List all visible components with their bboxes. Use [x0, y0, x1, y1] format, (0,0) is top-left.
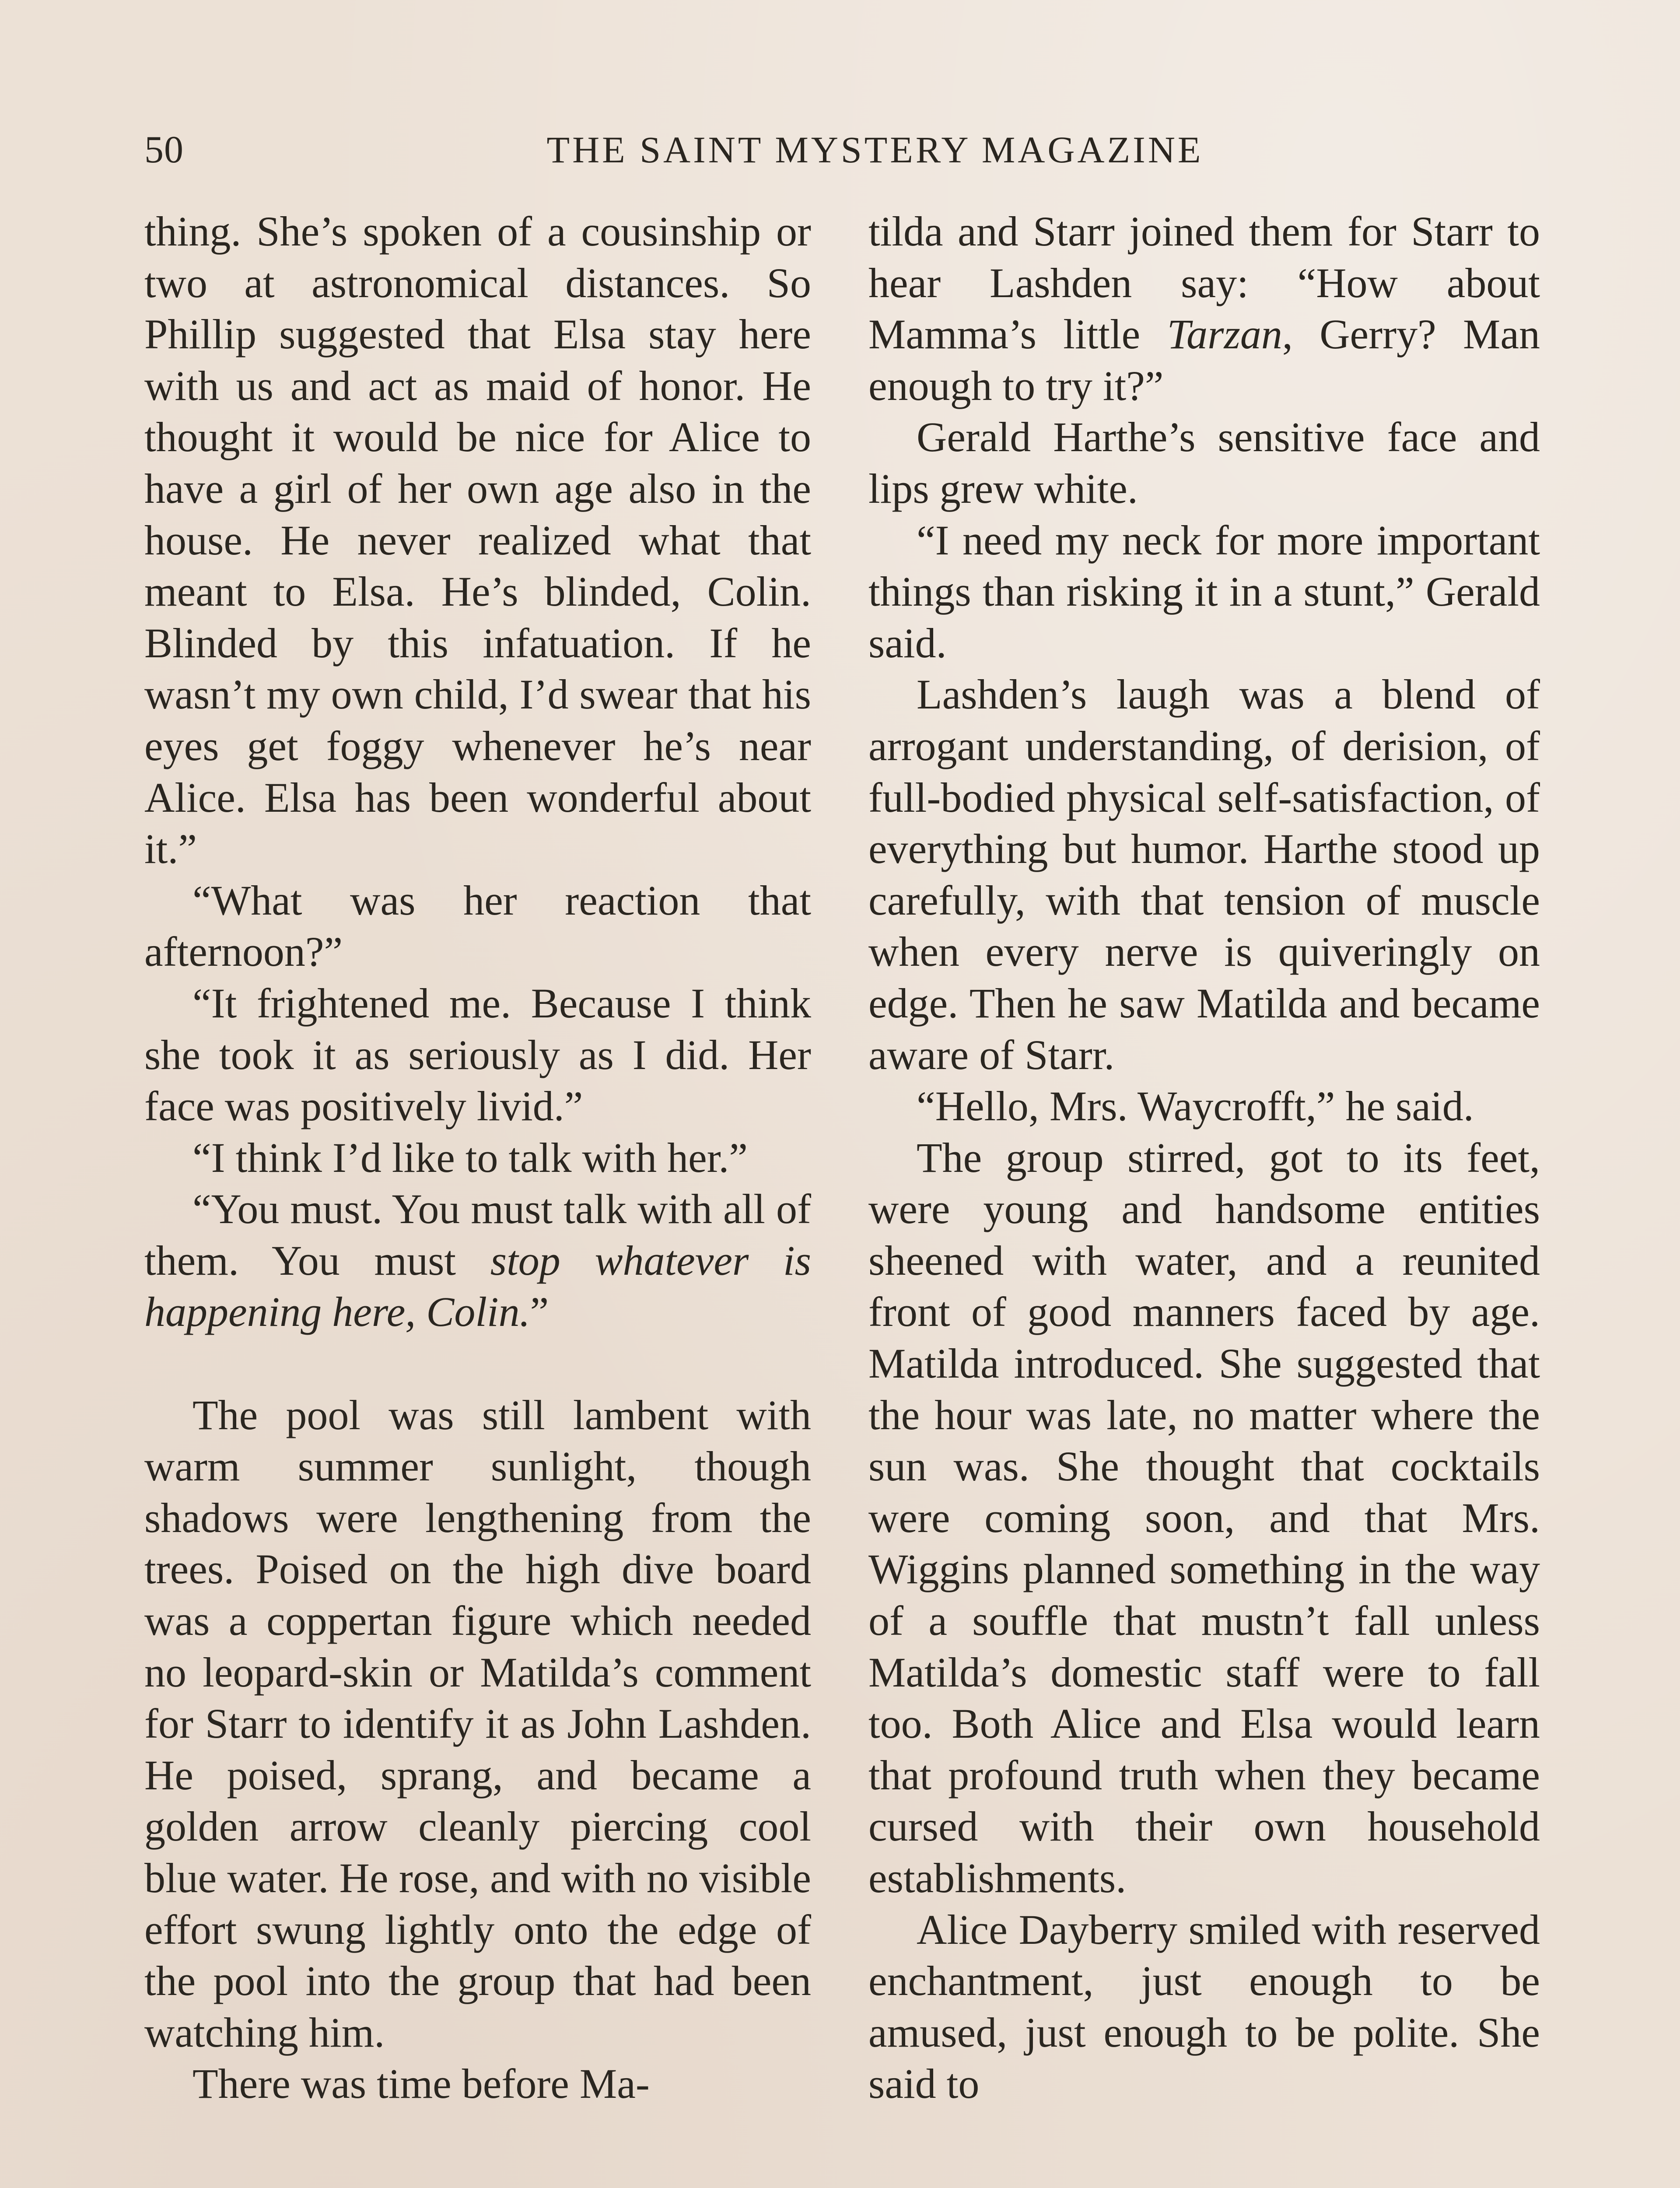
paragraph: Lashden’s laugh was a blend of arrogant understanding, of derision, of full-bodied physical self-satisfaction, of everything but humor. Harthe stood up carefully, with that tension of muscle when every nerve is quiveringly on edge. Then he saw Matilda and became aware of Starr.: [868, 671, 1540, 1078]
text-run: “You must. You must talk with all of them. You must: [144, 1185, 811, 1284]
italic-text: Tarzan: [1167, 311, 1282, 358]
text-run: , Gerry? Man enough to try it?”: [868, 311, 1540, 409]
paragraph: “Hello, Mrs. Waycrofft,” he said.: [917, 1083, 1474, 1130]
paragraph: There was time before Ma-: [192, 2060, 650, 2107]
paragraph: “What was her reaction that afternoon?”: [144, 877, 811, 975]
running-head: THE SAINT MYSTERY MAGAZINE: [546, 129, 1204, 171]
paragraph: [144, 1183, 811, 1338]
text-run: ”: [530, 1288, 549, 1336]
paragraph: Gerald Harthe’s sensitive face and lips grew white.: [868, 414, 1540, 512]
paragraph: Alice Dayberry smiled with reserved enchantment, just enough to be amused, just enough to be polite. She said to: [868, 1906, 1540, 2107]
italic-text: stop whatever is happening here, Colin.: [144, 1237, 812, 1336]
text-run: tilda and Starr joined them for Starr to hear Lashden say: “How about Mamma’s little: [868, 208, 1540, 358]
paragraph: “I need my neck for more important things than risking it in a stunt,” Gerald said.: [868, 516, 1540, 666]
paragraph: “It frightened me. Because I think she took it as seriously as I did. Her face was positively livid.”: [144, 979, 811, 1130]
paragraph: “I think I’d like to talk with her.”: [192, 1134, 748, 1181]
page-number: 50: [144, 129, 184, 171]
right-column: [868, 206, 1540, 2110]
paragraph: [868, 206, 1540, 411]
paragraph: thing. She’s spoken of a cousinship or two at astronomical distances. So Phillip suggested that Elsa stay here with us and act as maid of honor. He thought it would be nice for Alice to have a girl of her own age also in the house. He never realized what that meant to Elsa. He’s blinded, Colin. Blinded by this infatuation. If he wasn’t my own child, I’d swear that his eyes get foggy whenever he’s near Alice. Elsa has been wonderful about it.”: [144, 208, 811, 873]
paragraph: The pool was still lambent with warm summer sunlight, though shadows were lengthening from the trees. Poised on the high dive board was a coppertan figure which needed no leopard-skin or Matilda’s comment for Starr to identify it as John Lashden. He poised, sprang, and became a golden arrow cleanly piercing cool blue water. He rose, and with no visible effort swung lightly onto the edge of the pool into the group that had been watching him.: [144, 1391, 811, 2056]
left-column: [144, 206, 811, 2110]
paragraph: The group stirred, got to its feet, were young and handsome entities sheened with water, and a reunited front of good manners faced by age. Matilda introduced. She suggested that the hour was late, no matter where the sun was. She thought that cocktails were coming soon, and that Mrs. Wiggins planned something in the way of a souffle that mustn’t fall unless Matilda’s domestic staff were to fall too. Both Alice and Elsa would learn that profound truth when they became cursed with their own household establishments.: [868, 1134, 1540, 1901]
